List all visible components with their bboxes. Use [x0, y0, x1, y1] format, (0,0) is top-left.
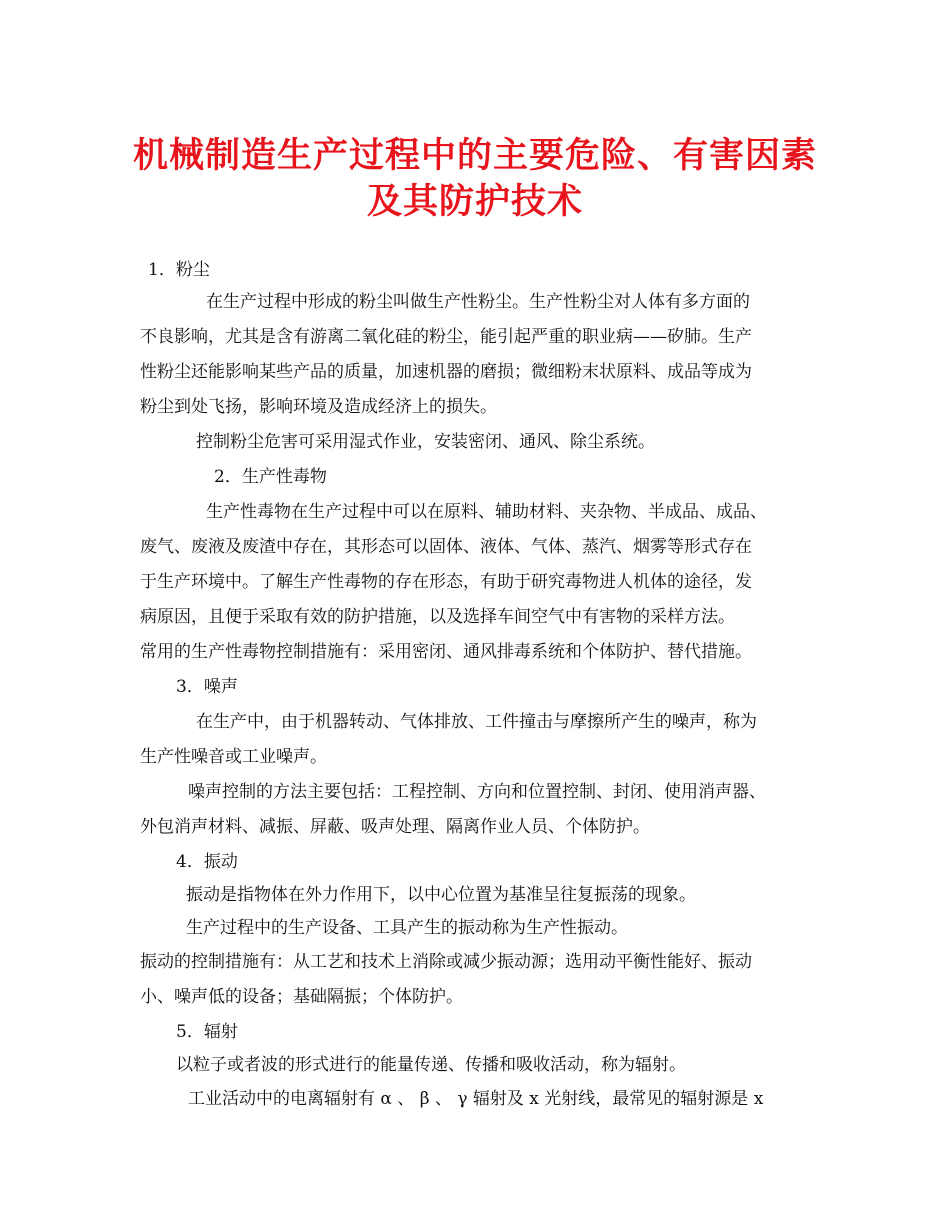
paragraph-line: 粉尘到处飞扬，影响环境及造成经济上的损失。	[140, 397, 497, 417]
section-heading-vibration: 4．振动	[176, 852, 238, 872]
section-heading-dust: 1．粉尘	[148, 260, 210, 280]
section-heading-toxic: 2．生产性毒物	[214, 467, 327, 487]
paragraph-line: 噪声控制的方法主要包括：工程控制、方向和位置控制、封闭、使用消声器、	[188, 782, 766, 802]
paragraph-line: 常用的生产性毒物控制措施有：采用密闭、通风排毒系统和个体防护、替代措施。	[140, 642, 752, 662]
paragraph-line: 生产性毒物在生产过程中可以在原料、辅助材料、夹杂物、半成品、成品、	[206, 502, 767, 522]
paragraph-line: 小、噪声低的设备；基础隔振；个体防护。	[140, 987, 463, 1007]
paragraph-line: 控制粉尘危害可采用湿式作业，安装密闭、通风、除尘系统。	[196, 432, 655, 452]
paragraph-line: 外包消声材料、减振、屏蔽、吸声处理、隔离作业人员、个体防护。	[140, 817, 650, 837]
paragraph-line: 在生产中，由于机器转动、气体排放、工件撞击与摩擦所产生的噪声，称为	[196, 712, 757, 732]
paragraph-line: 于生产环境中。了解生产性毒物的存在形态，有助于研究毒物进人机体的途径，发	[140, 572, 752, 592]
paragraph-line: 振动是指物体在外力作用下，以中心位置为基准呈往复振荡的现象。	[186, 885, 696, 905]
paragraph-line: 生产过程中的生产设备、工具产生的振动称为生产性振动。	[186, 918, 628, 938]
section-heading-radiation: 5．辐射	[176, 1022, 238, 1042]
paragraph-line: 不良影响，尤其是含有游离二氧化硅的粉尘，能引起严重的职业病——矽肺。生产	[140, 327, 752, 347]
paragraph-line: 废气、废液及废渣中存在，其形态可以固体、液体、气体、蒸汽、烟雾等形式存在	[140, 537, 752, 557]
paragraph-line: 以粒子或者波的形式进行的能量传递、传播和吸收活动，称为辐射。	[176, 1055, 686, 1075]
paragraph-line: 工业活动中的电离辐射有 α 、 β 、 γ 辐射及 x 光射线，最常见的辐射源是 x	[188, 1089, 764, 1109]
document-title-line-2: 及其防护技术	[366, 182, 583, 222]
paragraph-line: 病原因，且便于采取有效的防护措施，以及选择车间空气中有害物的采样方法。	[140, 607, 735, 627]
paragraph-line: 生产性噪音或工业噪声。	[140, 747, 327, 767]
section-heading-noise: 3．噪声	[176, 677, 238, 697]
paragraph-line: 在生产过程中形成的粉尘叫做生产性粉尘。生产性粉尘对人体有多方面的	[206, 292, 750, 312]
paragraph-line: 性粉尘还能影响某些产品的质量，加速机器的磨损；微细粉末状原料、成品等成为	[140, 362, 752, 382]
document-title-line-1: 机械制造生产过程中的主要危险、有害因素	[132, 136, 817, 176]
paragraph-line: 振动的控制措施有：从工艺和技术上消除或减少振动源；选用动平衡性能好、振动	[140, 952, 752, 972]
